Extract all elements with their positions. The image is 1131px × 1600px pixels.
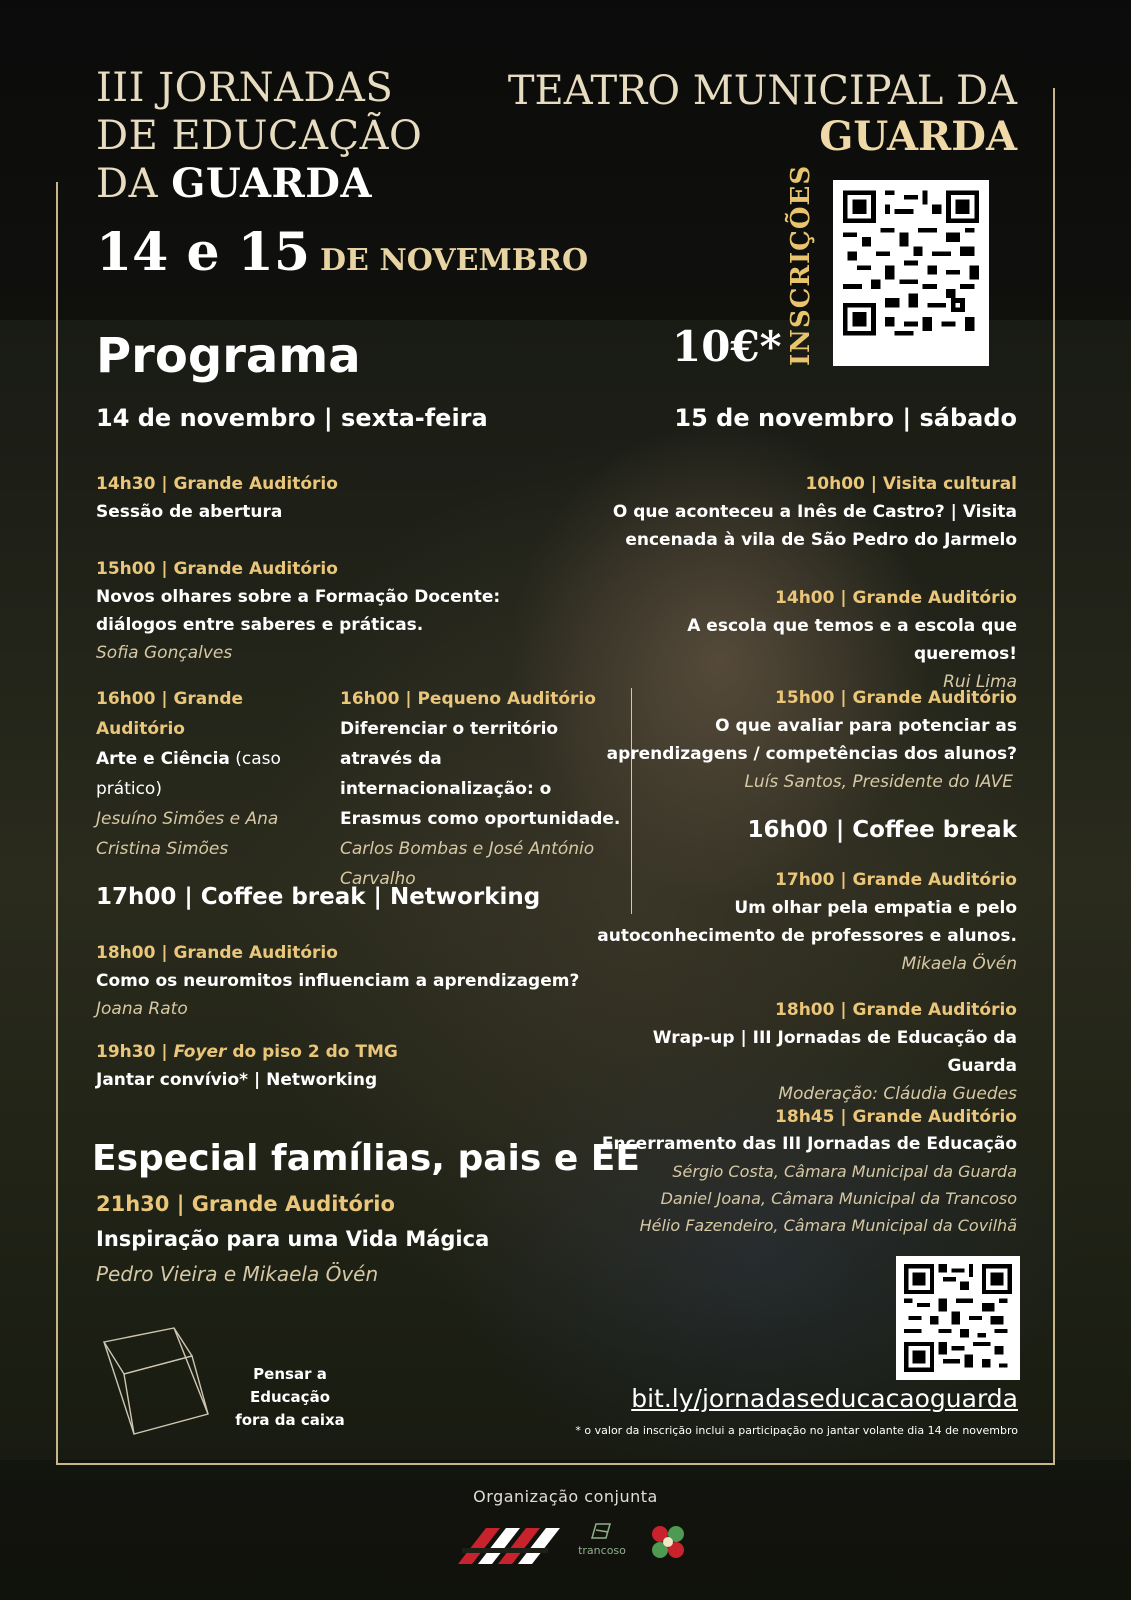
day2-coffee-break: 16h00 | Coffee break [747, 817, 1017, 843]
event-title [96, 744, 328, 804]
day1-event-6 [96, 1038, 398, 1094]
trancoso-logo-icon [592, 1524, 610, 1538]
venue [457, 68, 1017, 160]
event-time: 18h00 | Grande Auditório [96, 943, 338, 963]
event-title: Como os neuromitos influenciam a aprendizagem? [96, 971, 580, 991]
link-qr-code[interactable] [896, 1256, 1020, 1380]
event-title: Sessão de abertura [96, 502, 283, 522]
event-title-line-2: diálogos entre saberes e práticas. [96, 615, 424, 635]
qr-code-icon [843, 190, 979, 336]
municipal-logo-icon [652, 1526, 684, 1558]
event-title-line-1: Um olhar pela empatia e pelo [734, 898, 1017, 918]
event-title-line-2: aprendizagens / competências dos alunos? [606, 744, 1017, 764]
partner-logos [456, 1518, 696, 1568]
box-caption-line-1: Pensar a Educação [250, 1365, 330, 1406]
day1-coffee-break: 17h00 | Coffee break | Networking [96, 884, 541, 910]
event-title: Encerramento das III Jornadas de Educação [601, 1134, 1017, 1154]
title-line-3 [96, 160, 422, 208]
event-dates [96, 222, 588, 283]
title-line-2: DE EDUCAÇÃO [96, 113, 423, 159]
day1-heading: 14 de novembro | sexta-feira [96, 404, 488, 432]
event-time: 17h00 | Grande Auditório [775, 870, 1017, 890]
programa-heading: Programa [96, 328, 361, 384]
event-title-line-2: encenada à vila de São Pedro do Jarmelo [625, 530, 1017, 550]
event-time: 14h30 | Grande Auditório [96, 474, 338, 494]
day1-event-5 [96, 939, 579, 1023]
day1-event-4 [340, 684, 625, 894]
day2-event-3 [597, 684, 1017, 796]
dates-month: DE NOVEMBRO [320, 243, 589, 278]
event-time [96, 1038, 398, 1066]
event-speaker: Carlos Bombas e José António Carvalho [340, 839, 595, 889]
event-speaker-3: Hélio Fazendeiro, Câmara Municipal da Covilhã [639, 1216, 1017, 1235]
venue-line-1: TEATRO MUNICIPAL DA [507, 68, 1017, 114]
event-title-note: (caso prático) [96, 749, 281, 799]
footnote: * o valor da inscrição inclui a participação no jantar volante dia 14 de novembro [575, 1424, 1018, 1437]
event-title: Diferenciar o território através da internacionalização: o Erasmus como oportunidade. [340, 719, 621, 829]
event-time-suffix: do piso 2 do TMG [232, 1042, 398, 1062]
frame-line-bottom [56, 1463, 1055, 1465]
event-title: Wrap-up | III Jornadas de Educação da Guarda [652, 1028, 1017, 1076]
title-city: GUARDA [171, 160, 372, 207]
day2-event-5 [597, 996, 1017, 1108]
event-time-prefix: 19h30 | [96, 1042, 168, 1062]
event-title-line-1: O que avaliar para potenciar as [715, 716, 1017, 736]
event-speaker: Mikaela Övén [901, 954, 1017, 974]
event-time: 15h00 | Grande Auditório [775, 688, 1017, 708]
day2-event-2 [597, 584, 1017, 696]
venue-line-2 [457, 114, 1017, 160]
event-time-italic: Foyer [173, 1042, 227, 1062]
event-speaker: Rui Lima [943, 672, 1017, 692]
day1-event-2 [96, 555, 500, 667]
event-title [96, 64, 422, 208]
event-title-bold: Arte e Ciência [96, 749, 230, 769]
event-speaker-1: Sérgio Costa, Câmara Municipal da Guarda [672, 1162, 1017, 1181]
frame-line-right [1053, 88, 1055, 1465]
special-heading: Especial famílias, pais e EE [92, 1138, 640, 1179]
event-title: A escola que temos e a escola que queremos! [687, 616, 1017, 664]
event-speaker: Sofia Gonçalves [96, 643, 233, 663]
special-time: 21h30 | Grande Auditório [96, 1192, 395, 1216]
event-title-line-1: Novos olhares sobre a Formação Docente: [96, 587, 501, 607]
event-time: 16h00 | Grande Auditório [96, 689, 244, 739]
registration-link[interactable]: bit.ly/jornadaseducacaoguarda [631, 1384, 1018, 1413]
event-time: 15h00 | Grande Auditório [96, 559, 338, 579]
qr-code-icon [904, 1264, 1012, 1372]
price-label: 10€* [672, 322, 782, 371]
frame-line-left [56, 182, 58, 1464]
event-speaker: Jesuíno Simões e Ana Cristina Simões [96, 809, 279, 859]
registration-qr-code[interactable] [833, 180, 989, 366]
day1-event-3 [96, 684, 328, 864]
venue-city: GUARDA [819, 113, 1017, 160]
event-time: 18h00 | Grande Auditório [775, 1000, 1017, 1020]
day2-event-6 [597, 1104, 1017, 1239]
event-title: Jantar convívio* | Networking [96, 1070, 378, 1090]
special-speakers: Pedro Vieira e Mikaela Övén [96, 1262, 379, 1286]
event-speaker-2: Daniel Joana, Câmara Municipal da Trancoso [660, 1189, 1017, 1208]
organization-label: Organização conjunta [473, 1487, 658, 1506]
event-time: 16h00 | Pequeno Auditório [340, 689, 596, 709]
box-caption [216, 1363, 364, 1432]
event-title-line-1: O que aconteceu a Inês de Castro? | Visita [612, 502, 1017, 522]
event-time: 10h00 | Visita cultural [805, 474, 1017, 494]
title-prefix: DA [96, 161, 158, 207]
trancoso-label: trancoso [578, 1544, 626, 1557]
box-caption-line-2: fora da caixa [235, 1411, 345, 1429]
dates-days: 14 e 15 [96, 222, 311, 283]
day1-event-1 [96, 470, 338, 526]
day2-heading: 15 de novembro | sábado [674, 404, 1017, 432]
event-title-line-2: autoconhecimento de professores e alunos. [597, 926, 1017, 946]
event-speaker: Luís Santos, Presidente do IAVE [744, 772, 1013, 792]
event-time: 18h45 | Grande Auditório [775, 1107, 1017, 1127]
day2-event-4 [597, 866, 1017, 978]
event-time: 14h00 | Grande Auditório [775, 588, 1017, 608]
title-line-1: III JORNADAS [96, 65, 394, 111]
special-title: Inspiração para uma Vida Mágica [96, 1227, 490, 1251]
aaa-logo-icon [458, 1528, 560, 1564]
day2-event-1 [597, 470, 1017, 554]
event-speaker: Joana Rato [96, 999, 188, 1019]
inscricoes-label: INSCRIÇÕES [786, 164, 816, 366]
event-speaker: Moderação: Cláudia Guedes [778, 1084, 1017, 1104]
